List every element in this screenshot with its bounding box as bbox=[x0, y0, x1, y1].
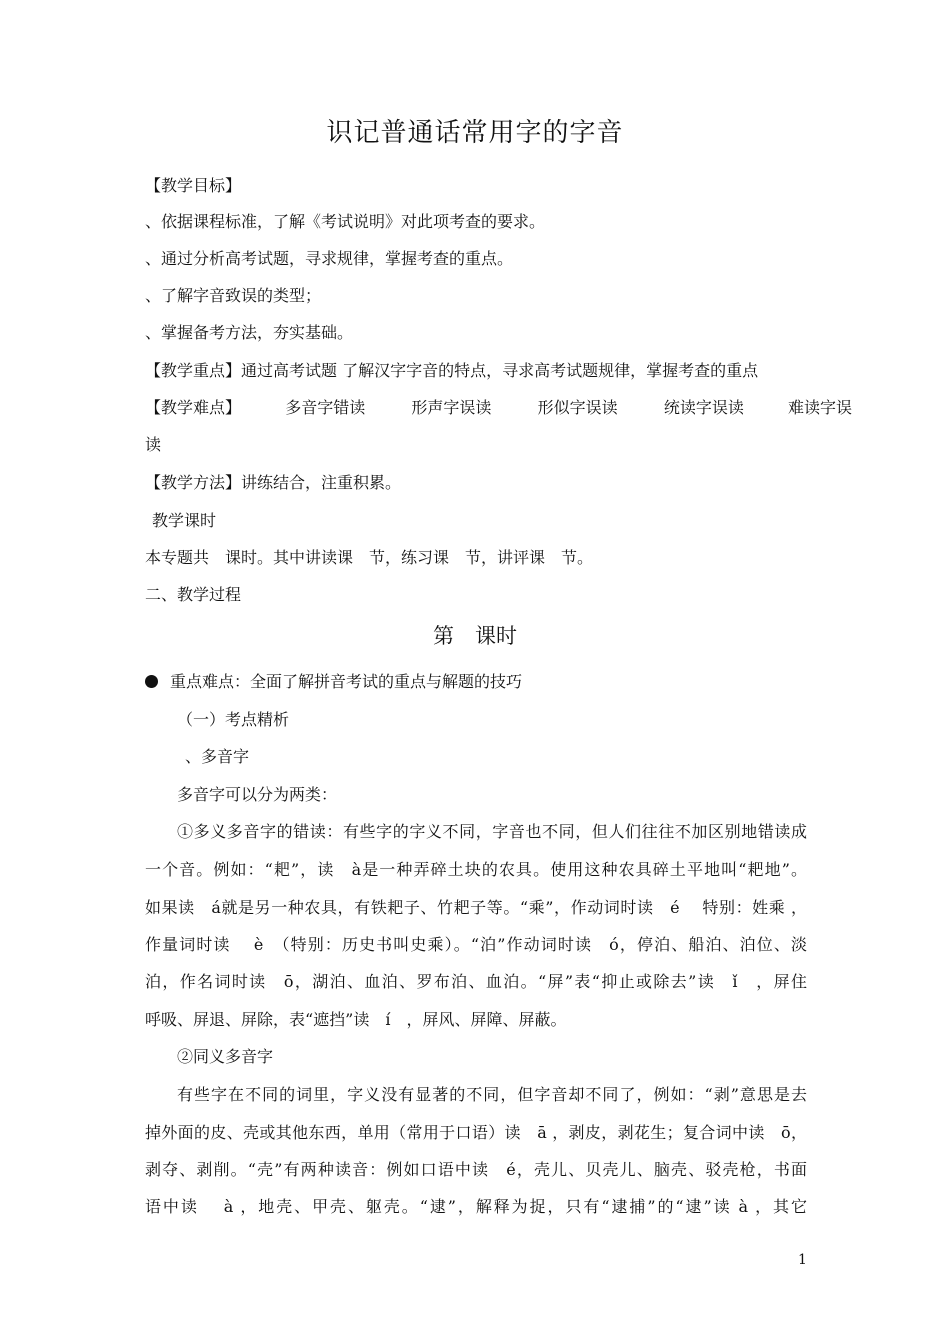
paragraph-line: 一个音。例如：“耙”，读 à是一种弄碎土块的农具。使用这种农具碎土平地叫“耙地”。 bbox=[145, 860, 807, 879]
difficulty-item: 统读字误读 bbox=[663, 398, 744, 417]
paragraph-line: 剥夺、剥削。“壳”有两种读音：例如口语中读 é，壳儿、贝壳儿、脑壳、驳壳枪，书面 bbox=[145, 1160, 807, 1179]
objectives-heading: 【教学目标】 bbox=[145, 176, 242, 195]
difficulty-item: 难读字误 bbox=[788, 398, 853, 417]
difficulties-row bbox=[145, 398, 853, 418]
objective-item: 、了解字音致误的类型； bbox=[145, 286, 322, 305]
paragraph-line: 呼吸、屏退、屏除，表“遮挡”读 í ，屏风、屏障、屏蔽。 bbox=[145, 1010, 567, 1029]
difficulty-item: 形似字误读 bbox=[537, 398, 618, 417]
intro-text: 多音字可以分为两类： bbox=[177, 785, 338, 804]
paragraph-line: ①多义多音字的错读：有些字的字义不同，字音也不同，但人们往往不加区别地错读成 bbox=[177, 822, 807, 841]
page-number: 1 bbox=[798, 1252, 807, 1268]
hours-text: 本专题共 课时。其中讲读课 节，练习课 节，讲评课 节。 bbox=[145, 548, 594, 567]
difficulty-item: 多音字错读 bbox=[285, 398, 366, 417]
section-heading: （一）考点精析 bbox=[177, 710, 290, 729]
bullet-row bbox=[145, 672, 522, 692]
bullet-text: 重点难点：全面了解拼音考试的重点与解题的技巧 bbox=[170, 672, 523, 691]
paragraph-line: 语中读 à ，地壳、甲壳、躯壳。“逮”，解释为捉，只有“逮捕”的“逮”读 à ，其它 bbox=[145, 1197, 807, 1216]
subsection-heading: 、多音字 bbox=[185, 747, 250, 766]
objective-item: 、掌握备考方法，夯实基础。 bbox=[145, 323, 354, 342]
difficulties-continuation: 读 bbox=[145, 435, 162, 454]
document-title: 识记普通话常用字的字音 bbox=[326, 118, 624, 148]
paragraph-line: 作量词时读 è （特别：历史书叫史乘）。“泊”作动词时读 ó，停泊、船泊、泊位、淡 bbox=[145, 935, 807, 954]
hours-heading: 教学课时 bbox=[152, 511, 217, 530]
difficulties-label: 【教学难点】 bbox=[145, 398, 242, 417]
methods: 【教学方法】讲练结合，注重积累。 bbox=[145, 473, 402, 492]
lesson-title: 第 课时 bbox=[433, 624, 517, 648]
bullet-icon bbox=[145, 675, 158, 688]
difficulty-item: 形声字误读 bbox=[411, 398, 492, 417]
objective-item: 、通过分析高考试题，寻求规律，掌握考查的重点。 bbox=[145, 249, 514, 268]
para2-heading: ②同义多音字 bbox=[177, 1047, 274, 1066]
process-heading: 二、教学过程 bbox=[145, 585, 242, 604]
paragraph-line: 有些字在不同的词里，字义没有显著的不同，但字音却不同了，例如：“剥”意思是去 bbox=[177, 1085, 807, 1104]
objective-item: 、依据课程标准，了解《考试说明》对此项考查的要求。 bbox=[145, 212, 546, 231]
key-points: 【教学重点】通过高考试题 了解汉字字音的特点，寻求高考试题规律，掌握考查的重点 bbox=[145, 361, 759, 380]
paragraph-line: 如果读 á就是另一种农具，有铁耙子、竹耙子等。“乘”，作动词时读 é 特别：姓乘 ， bbox=[145, 898, 807, 917]
paragraph-line: 掉外面的皮、壳或其他东西，单用（常用于口语）读 ā ，剥皮，剥花生；复合词中读 ō， bbox=[145, 1123, 807, 1142]
paragraph-line: 泊，作名词时读 ō，湖泊、血泊、罗布泊、血泊。“屏”表“抑止或除去”读 ǐ ，屏住 bbox=[145, 972, 807, 991]
